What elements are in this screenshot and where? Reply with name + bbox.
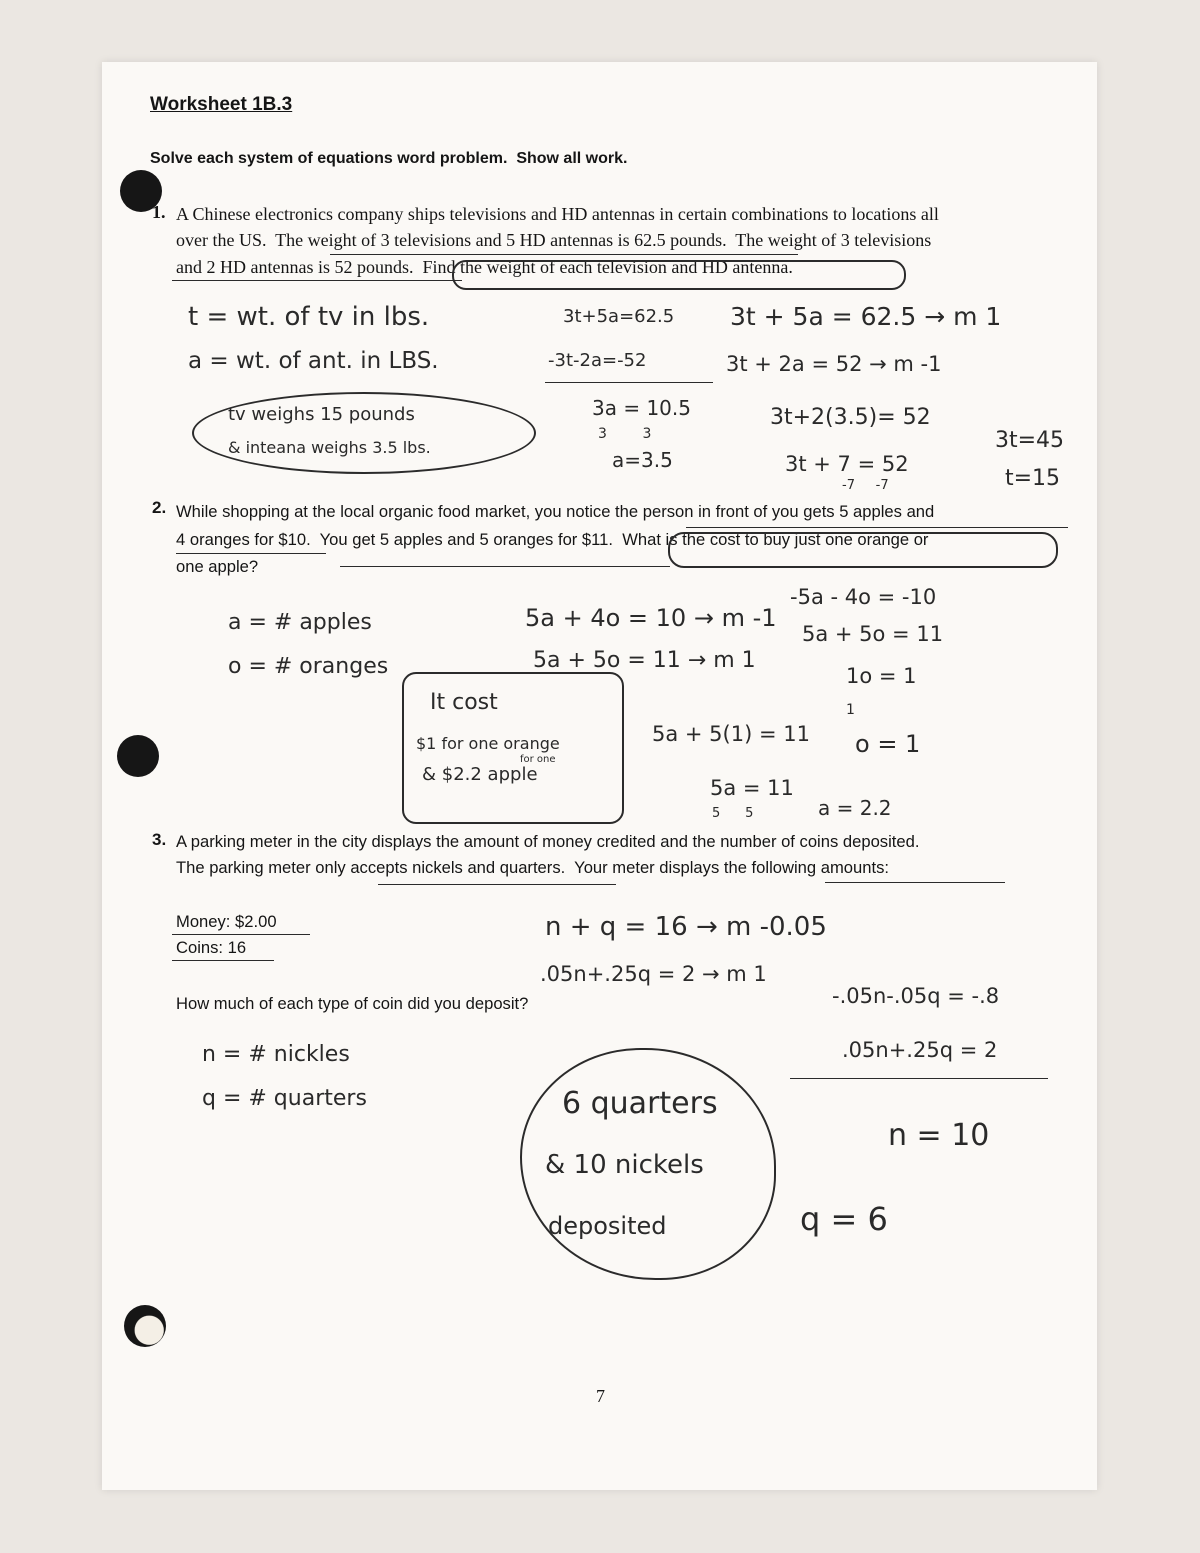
problem-3-number: 3. bbox=[152, 830, 167, 849]
problem-2-line-1: While shopping at the local organic food market, you notice the person in front of you gets 5 apples and bbox=[176, 502, 935, 521]
p3-answer-1: 6 quarters bbox=[562, 1086, 718, 1121]
p2-sys-1: 5a + 4o = 10 → m -1 bbox=[525, 604, 777, 632]
p3-answer-2: & 10 nickels bbox=[545, 1150, 704, 1180]
p3-sys-1: n + q = 16 → m -0.05 bbox=[545, 912, 827, 942]
p2-answer-3: for one bbox=[520, 754, 556, 765]
p3-res-q: q = 6 bbox=[800, 1200, 888, 1238]
worksheet-title: Worksheet 1B.3 bbox=[150, 94, 293, 115]
p2-answer-4: & $2.2 apple bbox=[422, 764, 538, 785]
problem-1-line-2: over the US. The weight of 3 televisions and 5 HD antennas is 62.5 pounds. The weight of 3 televisions bbox=[176, 230, 932, 250]
p1-answer-2: & inteana weighs 3.5 lbs. bbox=[228, 438, 431, 457]
p1-res-2: t=15 bbox=[1005, 466, 1061, 491]
p1-sub-2: 3t + 7 = 52 bbox=[785, 452, 909, 476]
p2-sub-4: a = 2.2 bbox=[818, 796, 892, 820]
problem-2-number: 2. bbox=[152, 498, 167, 517]
problem-3-line-1: A parking meter in the city displays the amount of money credited and the number of coins deposited. bbox=[176, 832, 920, 851]
problem-3-question: How much of each type of coin did you deposit? bbox=[176, 994, 529, 1013]
instructions: Solve each system of equations word problem. Show all work. bbox=[150, 150, 628, 167]
p2-sub-3: 5 5 bbox=[712, 806, 754, 821]
circled-question-2 bbox=[668, 532, 1058, 568]
problem-1-line-1: A Chinese electronics company ships televisions and HD antennas in certain combinations to locations all bbox=[176, 204, 939, 224]
p1-sys-small-1: 3t+5a=62.5 bbox=[563, 306, 675, 327]
p1-sys-small-5: a=3.5 bbox=[612, 448, 673, 472]
p2-elim-4: 1 bbox=[846, 702, 855, 718]
p2-elim-1: -5a - 4o = -10 bbox=[790, 585, 937, 609]
p1-def-t: t = wt. of tv in lbs. bbox=[188, 302, 430, 332]
p1-sys-2: 3t + 2a = 52 → m -1 bbox=[726, 352, 942, 376]
p2-sub-2: 5a = 11 bbox=[710, 776, 794, 800]
p1-sub-3: -7 -7 bbox=[842, 478, 889, 493]
p1-sub-1: 3t+2(3.5)= 52 bbox=[770, 405, 931, 430]
binder-hole-middle bbox=[117, 735, 159, 777]
p1-answer-1: tv weighs 15 pounds bbox=[228, 404, 415, 425]
p1-res-1: 3t=45 bbox=[995, 428, 1065, 453]
p2-answer-1: It cost bbox=[430, 690, 498, 715]
circled-question-1 bbox=[452, 260, 906, 290]
p2-def-a: a = # apples bbox=[228, 610, 372, 635]
p1-def-a: a = wt. of ant. in LBS. bbox=[188, 348, 439, 374]
p3-elim-2: .05n+.25q = 2 bbox=[842, 1038, 998, 1062]
p2-answer-2: $1 for one orange bbox=[416, 734, 560, 753]
p2-sub-1: 5a + 5(1) = 11 bbox=[652, 722, 810, 746]
problem-1-line-3: and 2 HD antennas is 52 pounds. Find the weight of each television and HD antenna. bbox=[176, 257, 793, 277]
p1-sys-small-2: -3t-2a=-52 bbox=[548, 350, 647, 371]
binder-hole-bottom bbox=[124, 1305, 166, 1347]
meter-money: Money: $2.00 bbox=[176, 912, 277, 931]
p2-elim-2: 5a + 5o = 11 bbox=[802, 622, 944, 646]
p3-answer-3: deposited bbox=[548, 1212, 667, 1240]
problem-3-line-2: The parking meter only accepts nickels and quarters. Your meter displays the following amounts: bbox=[176, 858, 889, 877]
p2-def-o: o = # oranges bbox=[228, 654, 389, 679]
p1-sys-small-4: 3 3 bbox=[598, 426, 652, 442]
p2-elim-3: 1o = 1 bbox=[846, 664, 917, 688]
p3-elim-1: -.05n-.05q = -.8 bbox=[832, 984, 1000, 1008]
meter-coins: Coins: 16 bbox=[176, 938, 247, 957]
problem-1-number: 1. bbox=[152, 202, 166, 222]
page-number: 7 bbox=[596, 1386, 605, 1406]
p2-elim-5: o = 1 bbox=[855, 730, 921, 758]
p2-sys-2: 5a + 5o = 11 → m 1 bbox=[533, 648, 756, 673]
p1-sys-1: 3t + 5a = 62.5 → m 1 bbox=[730, 302, 1002, 331]
p1-sys-small-3: 3a = 10.5 bbox=[592, 396, 691, 420]
p3-def-n: n = # nickles bbox=[202, 1042, 350, 1067]
problem-2-line-2: 4 oranges for $10. You get 5 apples and 5 oranges for $11. What is the cost to buy just one orange or bbox=[176, 530, 929, 549]
problem-2-line-3: one apple? bbox=[176, 557, 259, 576]
p3-def-q: q = # quarters bbox=[202, 1086, 367, 1111]
p3-res-n: n = 10 bbox=[888, 1118, 990, 1153]
p3-sys-2: .05n+.25q = 2 → m 1 bbox=[540, 962, 767, 986]
